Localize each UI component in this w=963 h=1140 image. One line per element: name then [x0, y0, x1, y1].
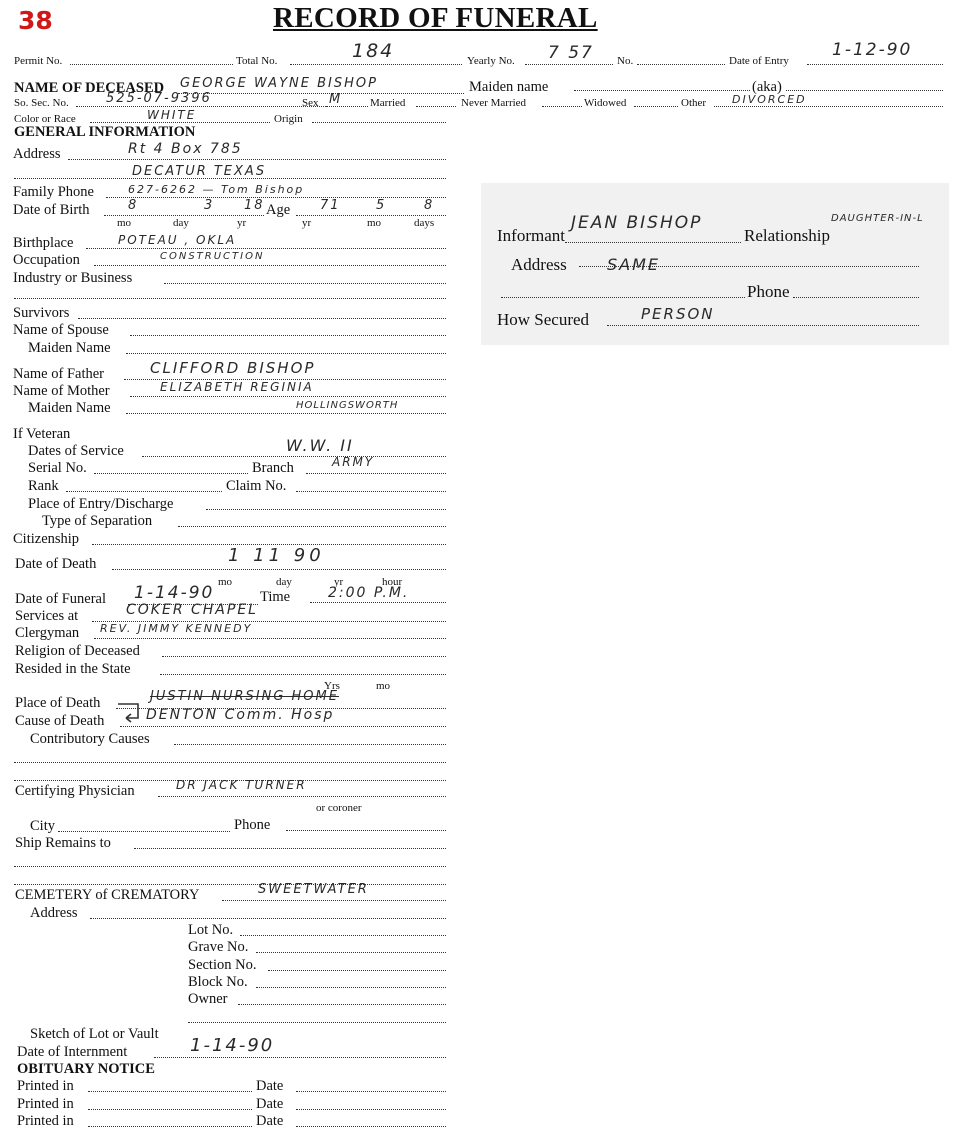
sub-days: days — [414, 217, 435, 229]
occupation-label: Occupation — [13, 252, 80, 268]
age-label: Age — [266, 202, 291, 218]
dob-label: Date of Birth — [13, 202, 90, 218]
spouse-maiden-field[interactable] — [126, 353, 446, 354]
funeral-sub-mo: mo — [218, 576, 233, 588]
name-value: GEORGE WAYNE BISHOP — [180, 76, 378, 91]
sub-mo2: mo — [367, 217, 382, 229]
informant-address-field-2[interactable] — [501, 297, 745, 298]
branch-value: ARMY — [332, 455, 375, 469]
ssn-field[interactable] — [76, 106, 326, 107]
spouse-field[interactable] — [130, 335, 446, 336]
rank-field[interactable] — [66, 491, 222, 492]
cause-death-field[interactable] — [120, 726, 446, 727]
origin-field[interactable] — [312, 122, 446, 123]
ship-label: Ship Remains to — [15, 835, 111, 851]
informant-address-value: SAME — [607, 255, 661, 274]
entry-label: Date of Entry — [729, 55, 789, 67]
informant-phone-field[interactable] — [793, 297, 919, 298]
mother-maiden-label: Maiden Name — [28, 400, 111, 416]
name-field[interactable] — [178, 93, 464, 94]
occupation-field[interactable] — [94, 265, 446, 266]
occupation-value: CONSTRUCTION — [160, 251, 265, 262]
aka-field[interactable] — [786, 90, 943, 91]
contrib-label: Contributory Causes — [30, 731, 150, 747]
branch-label: Branch — [252, 460, 294, 476]
city-field[interactable] — [58, 831, 230, 832]
birthplace-label: Birthplace — [13, 235, 74, 251]
survivors-field[interactable] — [78, 318, 446, 319]
services-label: Services at — [15, 608, 79, 624]
printed-in-field[interactable] — [88, 1126, 252, 1127]
time-label: Time — [260, 589, 291, 605]
cemetery-field[interactable] — [222, 900, 446, 901]
mother-field[interactable] — [130, 396, 446, 397]
phone2-field[interactable] — [286, 830, 446, 831]
serial-label: Serial No. — [28, 460, 87, 476]
never-married-label: Never Married — [461, 97, 527, 109]
other-field[interactable] — [714, 106, 943, 107]
phone-value: 627-6262 — Tom Bishop — [128, 183, 305, 196]
sub-yr2: yr — [302, 217, 312, 229]
sketch-label: Sketch of Lot or Vault — [30, 1026, 159, 1042]
phone-field[interactable] — [106, 197, 446, 198]
age-field[interactable] — [296, 215, 446, 216]
obit-date-label: Date — [256, 1078, 284, 1094]
place-death-struck: JUSTIN NURSING HOME — [150, 689, 339, 704]
aka-label: (aka) — [752, 79, 782, 95]
mother-value: ELIZABETH REGINIA — [160, 380, 314, 394]
permit-label: Permit No. — [14, 55, 63, 67]
yearly-value: 7 57 — [548, 43, 594, 63]
ssn-value: 525-07-9396 — [106, 91, 212, 106]
mother-label: Name of Mother — [13, 383, 110, 399]
secured-value: PERSON — [641, 305, 715, 323]
time-field[interactable] — [310, 602, 446, 603]
informant-address-label: Address — [511, 255, 567, 274]
father-label: Name of Father — [13, 366, 104, 382]
printed-in-label: Printed in — [17, 1113, 74, 1129]
section-label: Section No. — [188, 957, 257, 973]
age-yr: 71 — [320, 198, 341, 213]
phone-label: Family Phone — [13, 184, 94, 200]
other-value: DIVORCED — [732, 93, 807, 106]
owner-label: Owner — [188, 991, 228, 1007]
cemetery-value: SWEETWATER — [258, 882, 369, 897]
entry-value: 1-12-90 — [832, 40, 913, 60]
spouse-maiden-label: Maiden Name — [28, 340, 111, 356]
city-label: City — [30, 818, 55, 834]
spouse-label: Name of Spouse — [13, 322, 109, 338]
cause-death-value: DENTON Comm. Hosp — [146, 707, 335, 723]
place-death-label: Place of Death — [15, 695, 101, 711]
no-label: No. — [617, 55, 634, 67]
dates-service-field[interactable] — [142, 456, 446, 457]
citizenship-label: Citizenship — [13, 531, 80, 547]
funeral-date-value: 1-14-90 — [134, 583, 215, 603]
informant-value: JEAN BISHOP — [571, 213, 703, 233]
time-value: 2:00 P.M. — [328, 585, 410, 601]
cemetery-address-field[interactable] — [90, 918, 446, 919]
sub-mo: mo — [117, 217, 132, 229]
relationship-value: DAUGHTER-IN-L — [831, 213, 924, 224]
block-label: Block No. — [188, 974, 248, 990]
address-line1: Rt 4 Box 785 — [128, 141, 243, 157]
industry-label: Industry or Business — [13, 270, 133, 286]
industry-field[interactable] — [164, 283, 446, 284]
address-line2: DECATUR TEXAS — [132, 164, 267, 179]
separation-label: Type of Separation — [42, 513, 153, 529]
secured-label: How Secured — [497, 310, 590, 329]
total-label: Total No. — [236, 55, 278, 67]
rank-label: Rank — [28, 478, 59, 494]
informant-label: Informant — [497, 226, 565, 245]
branch-field[interactable] — [306, 473, 446, 474]
religion-field[interactable] — [162, 656, 446, 657]
funeral-sub-hour: hour — [382, 576, 403, 588]
maiden-label: Maiden name — [469, 79, 549, 95]
age-days: 8 — [424, 198, 435, 213]
sub-day: day — [173, 217, 189, 229]
age-mo: 5 — [376, 198, 387, 213]
arrow-icon — [116, 698, 144, 724]
origin-label: Origin — [274, 113, 303, 125]
dob-yr: 18 — [244, 198, 265, 213]
married-label: Married — [370, 97, 406, 109]
physician-field[interactable] — [158, 796, 446, 797]
physician-value: DR JACK TURNER — [176, 778, 307, 792]
obit-date-field[interactable] — [296, 1091, 446, 1092]
dob-mo: 8 — [128, 198, 139, 213]
internment-value: 1-14-90 — [190, 1035, 275, 1056]
survivors-label: Survivors — [13, 305, 70, 321]
printed-in-label: Printed in — [17, 1078, 74, 1094]
sub-yr: yr — [237, 217, 247, 229]
death-date-label: Date of Death — [15, 556, 97, 572]
internment-label: Date of Internment — [17, 1044, 128, 1060]
industry-field-2[interactable] — [14, 298, 446, 299]
entry-field[interactable] — [807, 64, 943, 65]
birthplace-field[interactable] — [86, 248, 446, 249]
resided-label: Resided in the State — [15, 661, 131, 677]
maiden-field[interactable] — [574, 90, 750, 91]
page-title: RECORD OF FUNERAL — [273, 2, 598, 34]
serial-field[interactable] — [94, 473, 248, 474]
sex-label: Sex — [302, 97, 319, 109]
ship-field-3[interactable] — [14, 884, 446, 885]
general-heading: GENERAL INFORMATION — [14, 124, 196, 140]
never-married-field[interactable] — [542, 106, 582, 107]
lot-label: Lot No. — [188, 922, 234, 938]
clergyman-value: REV. JIMMY KENNEDY — [100, 622, 253, 635]
informant-field[interactable] — [565, 242, 741, 243]
race-field[interactable] — [90, 122, 270, 123]
printed-in-field[interactable] — [88, 1091, 252, 1092]
informant-phone-label: Phone — [747, 282, 790, 301]
block-field[interactable] — [256, 987, 446, 988]
phone2-label: Phone — [234, 817, 271, 833]
other-label: Other — [681, 97, 707, 109]
obit-date-field[interactable] — [296, 1109, 446, 1110]
secured-field[interactable] — [607, 325, 919, 326]
entry-discharge-label: Place of Entry/Discharge — [28, 496, 174, 512]
death-date-field[interactable] — [112, 569, 446, 570]
informant-panel — [481, 183, 949, 345]
widowed-field[interactable] — [634, 106, 678, 107]
religion-label: Religion of Deceased — [15, 643, 140, 659]
printed-in-label: Printed in — [17, 1096, 74, 1112]
ship-field-2[interactable] — [14, 866, 446, 867]
race-value: WHITE — [147, 108, 197, 122]
claim-field[interactable] — [296, 491, 446, 492]
lot-field[interactable] — [240, 935, 446, 936]
contrib-field-2[interactable] — [14, 762, 446, 763]
cemetery-label: CEMETERY of CREMATORY — [15, 887, 200, 903]
resided-yrs-label: Yrs — [324, 680, 340, 692]
race-label: Color or Race — [14, 113, 76, 125]
birthplace-value: POTEAU , OKLA — [118, 233, 237, 247]
ssn-label: So. Sec. No. — [14, 97, 69, 109]
mother-maiden-value: HOLLINGSWORTH — [296, 400, 399, 411]
father-value: CLIFFORD BISHOP — [150, 359, 316, 377]
death-date-value: 1 11 90 — [228, 545, 325, 566]
internment-field[interactable] — [154, 1057, 446, 1058]
obit-date-label: Date — [256, 1096, 284, 1112]
claim-label: Claim No. — [226, 478, 287, 494]
permit-field[interactable] — [70, 64, 233, 65]
ship-field[interactable] — [134, 848, 446, 849]
cemetery-address-label: Address — [30, 905, 78, 921]
address-field-1[interactable] — [68, 159, 446, 160]
entry-discharge-field[interactable] — [206, 509, 446, 510]
owner-field[interactable] — [238, 1004, 446, 1005]
veteran-label: If Veteran — [13, 426, 71, 442]
no-field[interactable] — [637, 64, 725, 65]
resided-field[interactable] — [160, 674, 446, 675]
clergyman-label: Clergyman — [15, 625, 80, 641]
resided-mo-label: mo — [376, 680, 391, 692]
cause-death-label: Cause of Death — [15, 713, 105, 729]
owner-field-2[interactable] — [188, 1022, 446, 1023]
clergyman-field[interactable] — [94, 638, 446, 639]
name-label: NAME OF DECEASED — [14, 80, 165, 96]
dates-service-value: W.W. II — [286, 436, 354, 455]
services-value: COKER CHAPEL — [126, 602, 258, 618]
dob-day: 3 — [204, 198, 215, 213]
page-number: 38 — [18, 6, 53, 35]
obit-date-field[interactable] — [296, 1126, 446, 1127]
yearly-field[interactable] — [525, 64, 613, 65]
printed-in-field[interactable] — [88, 1109, 252, 1110]
funeral-sub-day: day — [276, 576, 292, 588]
contrib-field[interactable] — [174, 744, 446, 745]
obituary-heading: OBITUARY NOTICE — [17, 1061, 155, 1077]
grave-label: Grave No. — [188, 939, 249, 955]
yearly-label: Yearly No. — [467, 55, 515, 67]
dates-service-label: Dates of Service — [28, 443, 124, 459]
coroner-label: or coroner — [316, 802, 362, 814]
total-field[interactable] — [290, 64, 462, 65]
total-value: 184 — [352, 40, 395, 62]
mother-maiden-field[interactable] — [126, 413, 446, 414]
relationship-label: Relationship — [744, 226, 830, 245]
section-field[interactable] — [268, 970, 446, 971]
dob-field[interactable] — [104, 215, 264, 216]
funeral-sub-yr: yr — [334, 576, 344, 588]
separation-field[interactable] — [178, 526, 446, 527]
widowed-label: Widowed — [584, 97, 627, 109]
funeral-date-label: Date of Funeral — [15, 591, 106, 607]
sex-value: M — [329, 92, 343, 107]
address-label: Address — [13, 146, 61, 162]
grave-field[interactable] — [256, 952, 446, 953]
obit-date-label: Date — [256, 1113, 284, 1129]
married-field[interactable] — [416, 106, 456, 107]
physician-label: Certifying Physician — [15, 783, 135, 799]
